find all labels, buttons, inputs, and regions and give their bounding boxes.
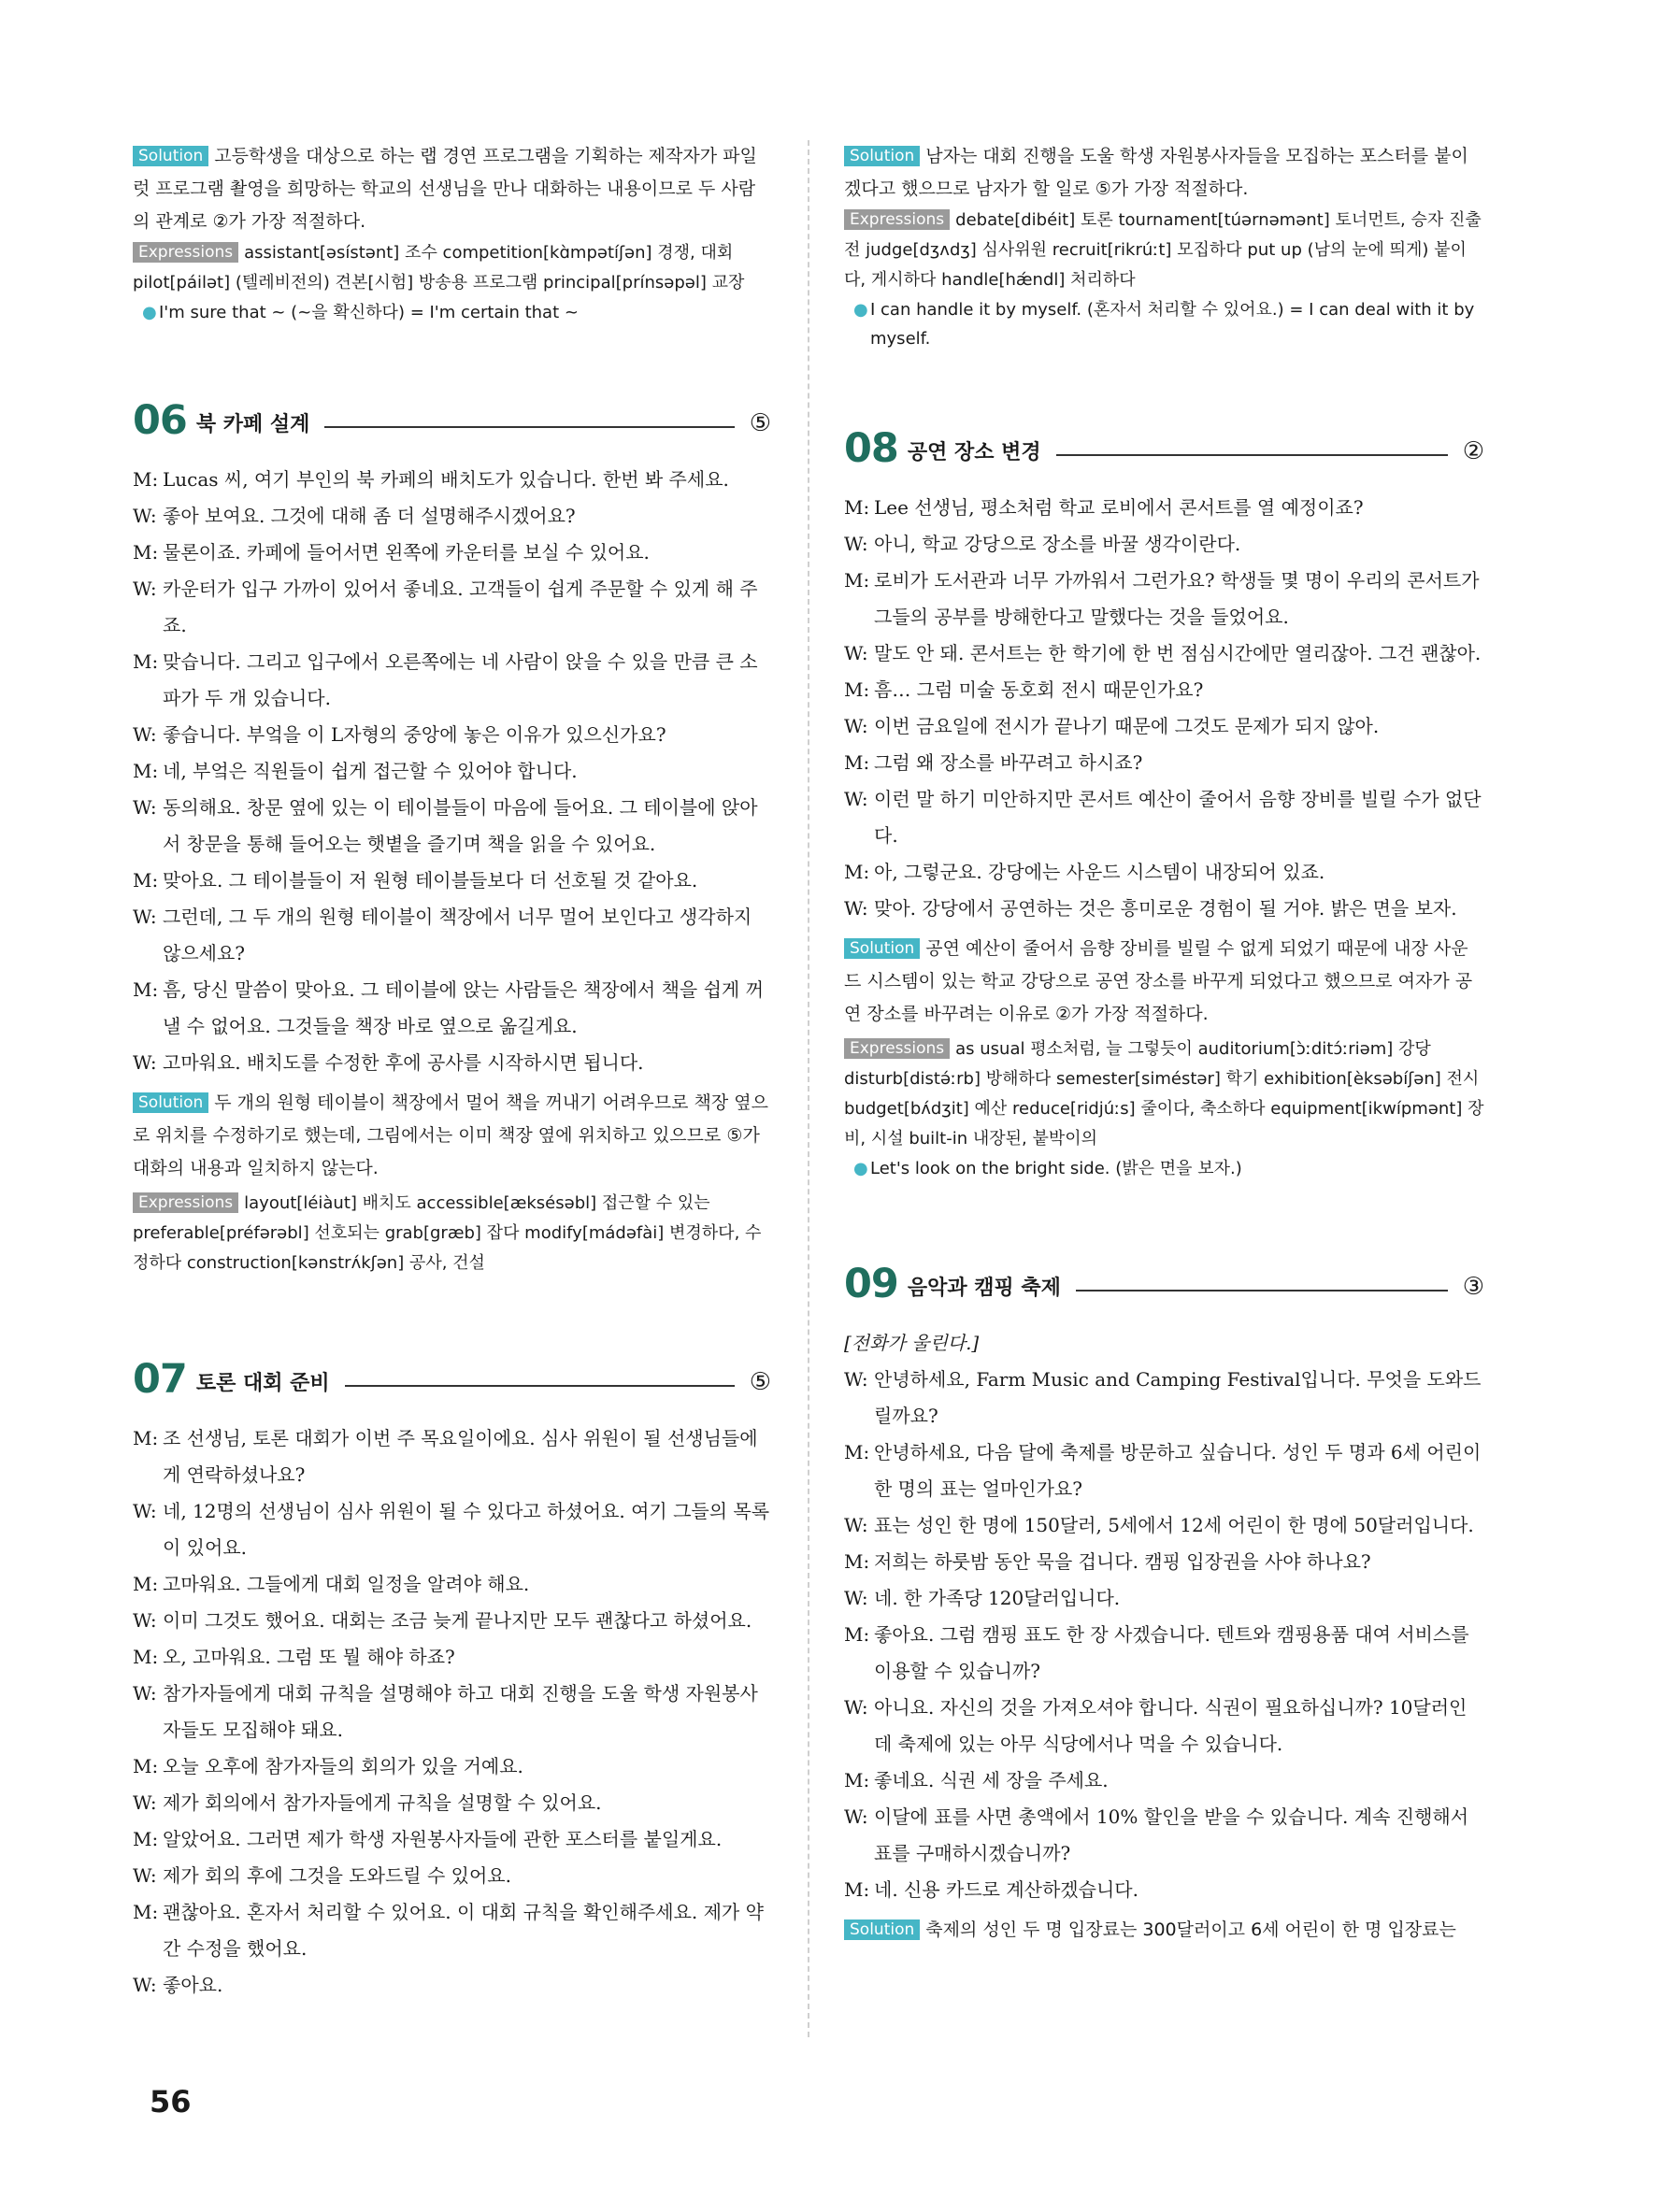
section-08 xyxy=(844,422,1484,1183)
left-column xyxy=(133,140,771,2004)
dialogue-line: M: 아, 그렇군요. 강당에는 사운드 시스템이 내장되어 있죠. xyxy=(844,861,1325,883)
expressions-tag: Expressions xyxy=(844,209,950,230)
dialogue-line: M: 조 선생님, 토론 대회가 이번 주 목요일이에요. 심사 위원이 될 선생님들에게 연락하셨나요? xyxy=(133,1427,758,1486)
answer-mark: ② xyxy=(1462,437,1484,465)
section-09 xyxy=(844,1258,1484,1947)
expression-bullet: ● I can handle it by myself. (혼자서 처리할 수 있어요.) = I can deal with it by myself. xyxy=(844,295,1484,353)
dialogue-line: W: 네. 한 가족당 120달러입니다. xyxy=(844,1587,1121,1609)
solution-tag: Solution xyxy=(844,938,920,959)
dialogue-line: W: 제가 회의에서 참가자들에게 규칙을 설명할 수 있어요. xyxy=(133,1791,602,1814)
section-expressions: Expressions as usual 평소처럼, 늘 그렇듯이 auditorium[ɔ̀ːditɔ́ːriəm] 강당 disturb[distə́ːrb] 방해하다 semester[siméstər] 학기 exhibition[èksəbíʃən] 전시 budget[bʌ́dʒit] 예산 reduce[ridjúːs] 줄이다, 축소하다 equipment[ikwípmənt] 장비, 시설 built-in 내장된, 붙박이의 xyxy=(844,1039,1484,1149)
dialogue-line: W: 표는 성인 한 명에 150달러, 5세에서 12세 어린이 한 명에 50달러입니다. xyxy=(844,1514,1474,1536)
dialogue-line: W: 아니요. 자신의 것을 가져오셔야 합니다. 식권이 필요하십니까? 10달러인데 축제에 있는 아무 식당에서나 먹을 수 있습니다. xyxy=(844,1696,1468,1755)
section-number: 07 xyxy=(133,1356,187,1403)
dialogue-line: W: 좋아요. xyxy=(133,1974,223,1996)
bullet-dot-icon: ● xyxy=(853,1159,868,1178)
dialogue-line: M: Lee 선생님, 평소처럼 학교 로비에서 콘서트를 열 예정이죠? xyxy=(844,496,1364,519)
bullet-dot-icon: ● xyxy=(142,303,157,322)
dialogue-line: W: 네, 12명의 선생님이 심사 위원이 될 수 있다고 하셨어요. 여기 그들의 목록이 있어요. xyxy=(133,1500,770,1559)
dialogue-line: W: 고마워요. 배치도를 수정한 후에 공사를 시작하시면 됩니다. xyxy=(133,1051,644,1074)
dialogue-line: W: 카운터가 입구 가까이 있어서 좋네요. 고객들이 쉽게 주문할 수 있게 해 주죠. xyxy=(133,578,758,636)
section-header xyxy=(844,422,1484,472)
dialogue-line: W: 아니, 학교 강당으로 장소를 바꿀 생각이란다. xyxy=(844,533,1241,555)
dialogue-line: M: 오늘 오후에 참가자들의 회의가 있을 거예요. xyxy=(133,1755,523,1777)
section-title: 음악과 캠핑 축제 xyxy=(907,1277,1061,1300)
dialogue xyxy=(844,1325,1484,1908)
top-solution: Solution 남자는 대회 진행을 도울 학생 자원봉사자들을 모집하는 포스터를 붙이겠다고 했으므로 남자가 할 일로 ⑤가 가장 적절하다. xyxy=(844,146,1468,199)
expression-bullet: ● I'm sure that ~ (~을 확신하다) = I'm certain that ~ xyxy=(133,298,771,327)
expressions-tag: Expressions xyxy=(844,1038,950,1059)
section-number: 06 xyxy=(133,397,187,444)
dialogue-line: M: 고마워요. 그들에게 대회 일정을 알려야 해요. xyxy=(133,1573,530,1595)
dialogue-line: M: 네, 부엌은 직원들이 쉽게 접근할 수 있어야 합니다. xyxy=(133,760,578,782)
section-solution: Solution 축제의 성인 두 명 입장료는 300달러이고 6세 어린이 한 명 입장료는 xyxy=(844,1914,1484,1947)
answer-mark: ⑤ xyxy=(749,409,771,437)
dialogue xyxy=(844,490,1484,927)
dialogue-line: M: 좋아요. 그럼 캠핑 표도 한 장 사겠습니다. 텐트와 캠핑용품 대여 서비스를 이용할 수 있습니까? xyxy=(844,1623,1469,1682)
section-title: 북 카페 설계 xyxy=(195,413,310,436)
dialogue-line: W: 좋습니다. 부엌을 이 L자형의 중앙에 놓은 이유가 있으신가요? xyxy=(133,723,666,746)
dialogue-line: M: 알았어요. 그러면 제가 학생 자원봉사자들에 관한 포스터를 붙일게요. xyxy=(133,1828,723,1850)
dialogue-line: W: 이런 말 하기 미안하지만 콘서트 예산이 줄어서 음향 장비를 빌릴 수가 없단다. xyxy=(844,788,1482,847)
dialogue-line: W: 이달에 표를 사면 총액에서 10% 할인을 받을 수 있습니다. 계속 진행해서 표를 구매하시겠습니까? xyxy=(844,1805,1469,1864)
dialogue xyxy=(133,1420,771,2004)
section-title: 공연 장소 변경 xyxy=(907,441,1041,464)
section-solution: Solution 두 개의 원형 테이블이 책장에서 멀어 책을 꺼내기 어려우므로 책장 옆으로 위치를 수정하기로 했는데, 그림에서는 이미 책장 옆에 위치하고 있으므로 ⑤가 대화의 내용과 일치하지 않는다. xyxy=(133,1092,768,1178)
section-06 xyxy=(133,394,771,1278)
solution-tag: Solution xyxy=(133,146,208,166)
solution-tag: Solution xyxy=(133,1092,208,1113)
expression-bullet: ● Let's look on the bright side. (밝은 면을 보자.) xyxy=(844,1154,1484,1183)
header-rule xyxy=(324,426,734,428)
section-header xyxy=(133,394,771,444)
solution-tag: Solution xyxy=(844,1919,920,1940)
dialogue-line: W: 그런데, 그 두 개의 원형 테이블이 책장에서 너무 멀어 보인다고 생각하지 않으세요? xyxy=(133,906,752,964)
expressions-tag: Expressions xyxy=(133,242,238,263)
dialogue-line: W: 이미 그것도 했어요. 대회는 조금 늦게 끝나지만 모두 괜찮다고 하셨어요. xyxy=(133,1609,752,1632)
expressions-text: assistant[əsístənt] 조수 competition[kɑ̀mpətíʃən] 경쟁, 대회 pilot[páilət] (텔레비전의) 견본[시험] 방송용 프로그램 principal[prínsəpəl] 교장 xyxy=(133,243,745,293)
section-07 xyxy=(133,1353,771,2004)
solution-text: 고등학생을 대상으로 하는 랩 경연 프로그램을 기획하는 제작자가 파일럿 프로그램 촬영을 희망하는 학교의 선생님을 만나 대화하는 내용이므로 두 사람의 관계로 ②가 가장 적절하다. xyxy=(133,146,757,232)
top-expressions xyxy=(133,238,771,298)
dialogue-line: W: 이번 금요일에 전시가 끝나기 때문에 그것도 문제가 되지 않아. xyxy=(844,715,1380,737)
section-header xyxy=(133,1353,771,1403)
dialogue-line: M: 저희는 하룻밤 동안 묵을 겁니다. 캠핑 입장권을 사야 하나요? xyxy=(844,1550,1371,1573)
answer-mark: ③ xyxy=(1462,1273,1484,1301)
top-expressions: Expressions debate[dibéit] 토론 tournament[túərnəmənt] 토너먼트, 승자 진출전 judge[dʒʌdʒ] 심사위원 recruit[rikrúːt] 모집하다 put up (남의 눈에 띄게) 붙이다, 게시하다 handle[hǽndl] 처리하다 xyxy=(844,210,1482,290)
solution-tag: Solution xyxy=(844,146,920,166)
dialogue-line: M: Lucas 씨, 여기 부인의 북 카페의 배치도가 있습니다. 한번 봐 주세요. xyxy=(133,468,729,491)
header-rule xyxy=(345,1385,735,1387)
stage-direction: [전화가 울린다.] xyxy=(844,1332,980,1354)
dialogue-line: M: 네. 신용 카드로 계산하겠습니다. xyxy=(844,1878,1138,1901)
header-rule xyxy=(1056,454,1448,456)
dialogue-line: W: 동의해요. 창문 옆에 있는 이 테이블들이 마음에 들어요. 그 테이블에 앉아서 창문을 통해 들어오는 햇볕을 즐기며 책을 읽을 수 있어요. xyxy=(133,796,758,855)
dialogue-line: M: 그럼 왜 장소를 바꾸려고 하시죠? xyxy=(844,751,1143,774)
dialogue-line: M: 오, 고마워요. 그럼 또 뭘 해야 하죠? xyxy=(133,1646,455,1668)
bullet-dot-icon: ● xyxy=(853,300,868,320)
dialogue-line: W: 좋아 보여요. 그것에 대해 좀 더 설명해주시겠어요? xyxy=(133,505,576,527)
dialogue-line: W: 말도 안 돼. 콘서트는 한 학기에 한 번 점심시간에만 열리잖아. 그건 괜찮아. xyxy=(844,642,1482,664)
dialogue-line: M: 흠… 그럼 미술 동호회 전시 때문인가요? xyxy=(844,678,1204,701)
dialogue-line: M: 좋네요. 식권 세 장을 주세요. xyxy=(844,1769,1109,1791)
dialogue-line: M: 안녕하세요, 다음 달에 축제를 방문하고 싶습니다. 성인 두 명과 6세 어린이 한 명의 표는 얼마인가요? xyxy=(844,1441,1482,1500)
dialogue-line: W: 안녕하세요, Farm Music and Camping Festival입니다. 무엇을 도와드릴까요? xyxy=(844,1368,1482,1427)
dialogue-line: W: 참가자들에게 대회 규칙을 설명해야 하고 대회 진행을 도울 학생 자원봉사자들도 모집해야 돼요. xyxy=(133,1682,758,1741)
section-header xyxy=(844,1258,1484,1305)
section-number: 08 xyxy=(844,425,898,472)
dialogue-line: M: 물론이죠. 카페에 들어서면 왼쪽에 카운터를 보실 수 있어요. xyxy=(133,541,650,564)
section-expressions: Expressions layout[léiàut] 배치도 accessible[æksésəbl] 접근할 수 있는 preferable[préfərəbl] 선호되는 grab[græb] 잡다 modify[mádəfài] 변경하다, 수정하다 construction[kənstrʌ́kʃən] 공사, 건설 xyxy=(133,1193,762,1273)
dialogue-line: W: 제가 회의 후에 그것을 도와드릴 수 있어요. xyxy=(133,1864,511,1887)
header-rule xyxy=(1076,1290,1448,1292)
dialogue-line: M: 맞습니다. 그리고 입구에서 오른쪽에는 네 사람이 앉을 수 있을 만큼 큰 소파가 두 개 있습니다. xyxy=(133,650,758,709)
section-number: 09 xyxy=(844,1261,898,1307)
expressions-tag: Expressions xyxy=(133,1192,238,1213)
page-number: 56 xyxy=(150,2084,192,2119)
answer-mark: ⑤ xyxy=(749,1368,771,1396)
dialogue-line: W: 맞아. 강당에서 공연하는 것은 흥미로운 경험이 될 거야. 밝은 면을 보자. xyxy=(844,897,1457,920)
dialogue-line: M: 괜찮아요. 혼자서 처리할 수 있어요. 이 대회 규칙을 확인해주세요. 제가 약간 수정을 했어요. xyxy=(133,1901,764,1960)
column-divider xyxy=(808,140,809,2037)
top-solution xyxy=(133,140,771,238)
dialogue-line: M: 로비가 도서관과 너무 가까워서 그런가요? 학생들 몇 명이 우리의 콘서트가 그들의 공부를 방해한다고 말했다는 것을 들었어요. xyxy=(844,569,1480,628)
dialogue xyxy=(133,462,771,1081)
right-column xyxy=(844,140,1484,1947)
dialogue-line: M: 흠, 당신 말씀이 맞아요. 그 테이블에 앉는 사람들은 책장에서 책을 쉽게 꺼낼 수 없어요. 그것들을 책장 바로 옆으로 옮길게요. xyxy=(133,978,764,1037)
section-solution: Solution 공연 예산이 줄어서 음향 장비를 빌릴 수 없게 되었기 때문에 내장 사운드 시스템이 있는 학교 강당으로 공연 장소를 바꾸게 되었다고 했으므로 여자가 공연 장소를 바꾸려는 이유로 ②가 가장 적절하다. xyxy=(844,938,1473,1024)
dialogue-line: M: 맞아요. 그 테이블들이 저 원형 테이블들보다 더 선호될 것 같아요. xyxy=(133,869,698,892)
section-title: 토론 대회 준비 xyxy=(195,1372,330,1395)
